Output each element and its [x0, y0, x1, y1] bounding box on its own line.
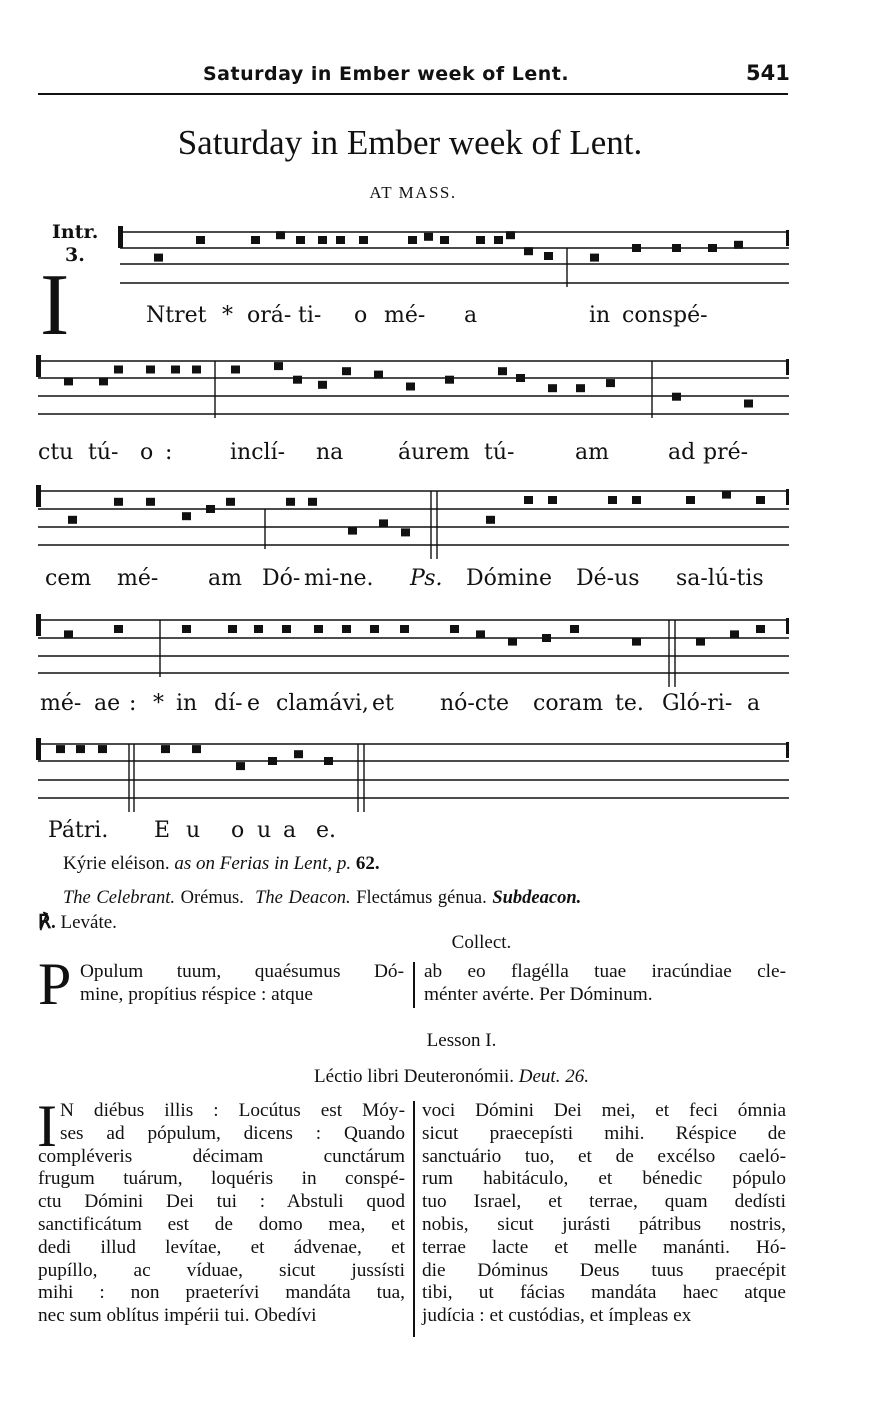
chant-syllable: cem [45, 566, 92, 591]
neume-note [548, 496, 557, 504]
text-line: tibi, ut fácias mandáta haec atque [422, 1282, 786, 1304]
text-line: ses ad pópulum, dicens : Quando [60, 1122, 405, 1144]
collect-initial: P [38, 951, 72, 1017]
neume-note [324, 757, 333, 765]
neume-note [308, 498, 317, 506]
neume-note [146, 498, 155, 506]
neume-note [632, 244, 641, 252]
neume-note [744, 400, 753, 408]
collect-left-column [80, 961, 404, 1007]
chant-syllable: am [575, 440, 609, 465]
kyrie-text: Kýrie eléison. [63, 853, 170, 874]
text-line: nec sum oblítus impérii tui. Obedívi [38, 1305, 317, 1327]
neume-note [318, 381, 327, 389]
text-line: mine, propítius réspice : atque [80, 983, 313, 1005]
neume-note [76, 745, 85, 753]
chant-syllable: a [747, 691, 761, 716]
neume-note [98, 745, 107, 753]
neume-note [294, 750, 303, 758]
neume-note [370, 625, 379, 633]
custos-mark [786, 359, 789, 375]
deacon-label: The Deacon. [255, 888, 351, 908]
neume-note [696, 638, 705, 646]
chant-syllable: na [316, 440, 344, 465]
neume-note [542, 634, 551, 642]
neume-note [686, 496, 695, 504]
text-line: pupíllo, ac víduae, sicut jussísti [38, 1259, 405, 1281]
neume-note [231, 366, 240, 374]
chant-syllable: u [257, 818, 272, 843]
chant-syllable: ae [94, 691, 121, 716]
chant-syllable: Dómine [466, 566, 552, 591]
neume-note [708, 244, 717, 252]
chant-syllable: e. [316, 818, 337, 843]
chant-syllable: : [129, 691, 137, 716]
custos-mark [786, 618, 789, 634]
response-line [38, 911, 117, 934]
lesson-column-rule [413, 1101, 415, 1337]
subdeacon-label: Subdeacon. [492, 888, 582, 908]
chant-syllable: coram [533, 691, 604, 716]
text-line: frugum tuárum, loquéris in conspé- [38, 1168, 405, 1190]
neume-note [64, 630, 73, 638]
introit-label: Intr. [52, 221, 99, 243]
neume-note [114, 366, 123, 374]
neume-note [632, 638, 641, 646]
chant-syllable: et [372, 691, 394, 716]
neume-note [236, 762, 245, 770]
chant-syllable: tú- [484, 440, 515, 465]
clef-mark [118, 226, 123, 248]
neume-note [756, 625, 765, 633]
lesson-heading: Lesson I. [426, 1030, 497, 1051]
text-line: ménter avérte. Per Dóminum. [424, 983, 653, 1005]
chant-syllable: : [165, 440, 173, 465]
neume-note [254, 625, 263, 633]
neume-note [606, 379, 615, 387]
lesson-right-column [422, 1100, 786, 1328]
kyrie-line [63, 853, 380, 875]
text-line: judícia : et custódias, et ímpleas ex [422, 1305, 692, 1327]
neume-note [722, 491, 731, 499]
neume-note [608, 496, 617, 504]
custos-mark [786, 742, 789, 758]
neume-note [506, 231, 515, 239]
chant-syllable: o [140, 440, 154, 465]
neume-note [476, 236, 485, 244]
chant-syllable: mé- [40, 691, 82, 716]
neume-note [730, 630, 739, 638]
neume-note [576, 384, 585, 392]
neume-note [64, 377, 73, 385]
page-title: Saturday in Ember week of Lent. [177, 123, 643, 162]
kyrie-page: 62. [355, 853, 380, 874]
text-line: dedi illud levítae, et ádvenae, et [38, 1236, 405, 1258]
collect-heading: Collect. [451, 932, 512, 953]
neume-note [182, 625, 191, 633]
clef-mark [36, 355, 41, 377]
neume-note [476, 630, 485, 638]
text-line: ctu Dómini Dei tui : Abstuli quod [38, 1191, 405, 1213]
neume-note [400, 625, 409, 633]
text-line: rum habitáculo, et bénedic pópulo [422, 1168, 786, 1190]
neume-note [590, 254, 599, 262]
chant-syllable: Dé-us [576, 566, 640, 591]
response-sign: ℟. [38, 912, 56, 933]
collect-right-column [424, 961, 786, 1007]
chant-syllable: ti- [298, 303, 322, 328]
neume-note [99, 377, 108, 385]
neume-note [424, 233, 433, 241]
neume-note [296, 236, 305, 244]
chant-syllable: Ntret [146, 303, 207, 328]
neume-note [756, 496, 765, 504]
neume-note [672, 393, 681, 401]
neume-note [146, 366, 155, 374]
chant-syllable: am [208, 566, 242, 591]
neume-note [114, 625, 123, 633]
text-line: tuo Israel, et terrae, quam dedísti [422, 1191, 786, 1213]
chant-syllable: inclí- [230, 440, 286, 465]
chant-syllable: Pátri. [48, 818, 109, 843]
lesson-reference: Deut. 26. [518, 1066, 589, 1087]
subdeacon-text: Leváte. [60, 912, 117, 933]
chant-syllable: ad [668, 440, 696, 465]
chant-syllable: mé- [384, 303, 426, 328]
chant-syllable: orá- [247, 303, 292, 328]
neume-note [276, 231, 285, 239]
neume-note [374, 371, 383, 379]
chant-syllable: clamávi, [276, 691, 369, 716]
neume-note [401, 528, 410, 536]
chant-syllable: ctu [38, 440, 74, 465]
chant-syllable: mé- [117, 566, 159, 591]
custos-mark [786, 230, 789, 246]
clef-mark [36, 738, 41, 760]
neume-note [318, 236, 327, 244]
chant-syllable: a [464, 303, 478, 328]
neume-note [524, 247, 533, 255]
neume-note [293, 376, 302, 384]
neume-note [359, 236, 368, 244]
text-line: ab eo flagélla tuae iracúndiae cle- [424, 961, 786, 982]
introit-mode: 3. [65, 244, 85, 266]
neume-note [672, 244, 681, 252]
chant-syllable: e [247, 691, 261, 716]
chant-syllable: sa-lú-tis [676, 566, 764, 591]
neume-note [56, 745, 65, 753]
text-line: nobis, sicut jurásti pátribus nostris, [422, 1213, 786, 1235]
neume-note [445, 376, 454, 384]
lesson-intro [10, 1066, 883, 1088]
chant-syllable: Ps. [410, 566, 443, 591]
page-number: 541 [746, 61, 790, 85]
custos-mark [786, 489, 789, 505]
chant-syllable: * [222, 303, 233, 328]
neume-note [161, 745, 170, 753]
lesson-left-column [37, 1093, 405, 1328]
text-line: sicut praecepísti mihi. Réspice de [422, 1122, 786, 1144]
clef-mark [36, 485, 41, 507]
chant-syllable: o [354, 303, 368, 328]
lesson-initial: I [37, 1093, 57, 1159]
neume-note [342, 367, 351, 375]
mass-subtitle: AT MASS. [369, 183, 457, 202]
chant-initial: I [40, 257, 70, 354]
chant-syllable: in [176, 691, 198, 716]
chant-syllable: o [231, 818, 245, 843]
kyrie-reference: as on Ferias in Lent, p. [174, 853, 352, 874]
neume-note [226, 498, 235, 506]
text-line: voci Dómini Dei mei, et feci ómnia [422, 1100, 786, 1121]
chant-syllable: pré- [703, 440, 749, 465]
chant-syllable: Gló-ri- [662, 691, 733, 716]
neume-note [171, 366, 180, 374]
neume-note [228, 625, 237, 633]
chant-syllable: mi-ne. [304, 566, 374, 591]
neume-note [450, 625, 459, 633]
text-line: sanctificátum est de domo mea, et [38, 1213, 405, 1235]
neume-note [251, 236, 260, 244]
clef-mark [36, 614, 41, 636]
neume-note [486, 516, 495, 524]
chant-syllable: Dó- [262, 566, 301, 591]
chant-syllable: conspé- [622, 303, 708, 328]
chant-syllable: nó-cte [440, 691, 510, 716]
neume-note [206, 505, 215, 513]
neume-note [379, 519, 388, 527]
neume-note [348, 527, 357, 535]
rubric-line [63, 888, 581, 909]
chant-syllable: in [589, 303, 611, 328]
neume-note [498, 367, 507, 375]
neume-note [282, 625, 291, 633]
chant-syllable: E [154, 818, 171, 843]
running-title: Saturday in Ember week of Lent. [203, 63, 570, 85]
chant-syllable: dí- [214, 691, 243, 716]
chant-syllable: tú- [88, 440, 119, 465]
chant-syllable: a [283, 818, 297, 843]
neume-note [408, 236, 417, 244]
neume-note [286, 498, 295, 506]
neume-note [196, 236, 205, 244]
deacon-text: Flectámus génua. [356, 888, 487, 908]
neume-note [524, 496, 533, 504]
text-line: compléveris décimam cunctárum [38, 1145, 405, 1167]
neume-note [516, 374, 525, 382]
text-line: terrae lacte et melle manánti. Hó- [422, 1236, 786, 1258]
text-line: Opulum tuum, quaésumus Dó- [80, 961, 404, 982]
neume-note [182, 512, 191, 520]
chant-syllable: áurem [398, 440, 470, 465]
neume-note [632, 496, 641, 504]
neume-note [192, 745, 201, 753]
neume-note [548, 384, 557, 392]
neume-note [274, 362, 283, 370]
neume-note [68, 516, 77, 524]
chant-syllable: * [153, 691, 164, 716]
text-line: die Dóminus Deus tuus praecépit [422, 1259, 786, 1281]
chant-syllable: te. [615, 691, 644, 716]
neume-note [114, 498, 123, 506]
neume-note [734, 241, 743, 249]
neume-note [440, 236, 449, 244]
neume-note [494, 236, 503, 244]
neume-note [154, 254, 163, 262]
neume-note [336, 236, 345, 244]
collect-column-rule [413, 962, 415, 1008]
neume-note [508, 638, 517, 646]
neume-note [342, 625, 351, 633]
neume-note [192, 366, 201, 374]
chant-syllable: u [186, 818, 201, 843]
lesson-intro-text: Léctio libri Deuteronómii. [314, 1066, 515, 1087]
celebrant-label: The Celebrant. [63, 888, 175, 908]
neume-note [406, 383, 415, 391]
text-line: N diébus illis : Locútus est Móy- [60, 1100, 405, 1121]
celebrant-text: Orémus. [180, 888, 244, 908]
text-line: mihi : non praeterívi mandáta tua, [38, 1282, 405, 1304]
neume-note [544, 252, 553, 260]
neume-note [314, 625, 323, 633]
neume-note [570, 625, 579, 633]
neume-note [268, 757, 277, 765]
text-line: sanctuário tuo, et de excélso caeló- [422, 1145, 786, 1167]
